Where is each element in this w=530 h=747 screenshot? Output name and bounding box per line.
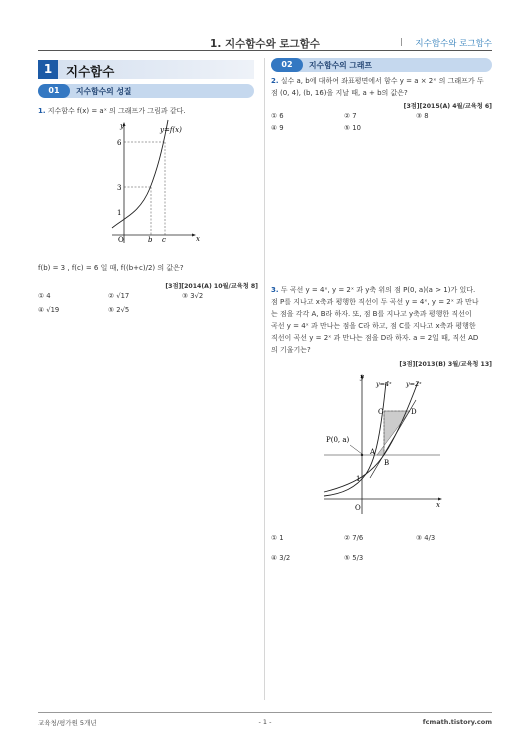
q3-x-label: x bbox=[436, 501, 440, 509]
q2-choice-5: ⑤ 10 bbox=[344, 124, 361, 132]
q3-curve2-label: y=2ˣ bbox=[406, 380, 422, 388]
q3-point-p-dot bbox=[361, 454, 363, 456]
q2-line-1: 실수 a, b에 대하여 좌표평면에서 함수 y = a × 2ˣ 의 그래프가 두 bbox=[280, 77, 484, 85]
subheading-number: 01 bbox=[38, 84, 70, 98]
section-title: 지수함수 bbox=[66, 64, 115, 79]
header-section-tag: 지수함수와 로그함수 bbox=[415, 39, 492, 49]
q1-source: [3점][2014(A) 10월/교육청 8] bbox=[165, 283, 258, 290]
q2-stem-line-1 bbox=[271, 75, 495, 88]
q1-y-label: y bbox=[120, 122, 124, 130]
q3-line-5: 직선이 곡선 y = 2ˣ 과 만나는 점을 D라 하자. a = 2일 때, 직선 AD bbox=[271, 334, 479, 342]
q1-choice-1: ① 4 bbox=[38, 292, 51, 300]
q3-line-1: 두 곡선 y = 4ˣ, y = 2ˣ 과 y축 위의 점 P(0, a)(a > 1)가 있다. bbox=[280, 286, 476, 294]
q3-choice-4: ④ 3/2 bbox=[271, 554, 291, 562]
q1-tick-c: c bbox=[162, 236, 166, 244]
q2-number: 2. bbox=[271, 77, 279, 85]
right-subheading bbox=[271, 58, 492, 72]
q3-choice-1: ① 1 bbox=[271, 534, 284, 542]
q1-choice-5: ⑤ 2√5 bbox=[108, 306, 130, 314]
footer-page-number: - 1 - bbox=[258, 718, 272, 726]
q1-tick-b: b bbox=[148, 236, 153, 244]
q3-curve1-label: y=4ˣ bbox=[376, 380, 392, 388]
q1-stem-line bbox=[38, 105, 258, 118]
column-divider bbox=[264, 58, 265, 700]
page-header-title: 1. 지수함수와 로그함수 bbox=[210, 38, 320, 50]
header-separator bbox=[401, 38, 402, 46]
section-number-badge: 1 bbox=[38, 60, 58, 79]
footer-website: fcmath.tistory.com bbox=[422, 718, 492, 726]
q2-choice-2: ② 7 bbox=[344, 112, 357, 120]
q3-line-6: 의 기울기는? bbox=[271, 346, 311, 354]
q3-origin: O bbox=[355, 504, 361, 512]
q3-choice-3: ③ 4/3 bbox=[416, 534, 436, 542]
q3-choice-5: ⑤ 5/3 bbox=[344, 554, 364, 562]
q1-tick-6: 6 bbox=[117, 139, 122, 147]
q1-choice-4: ④ √19 bbox=[38, 306, 60, 314]
q3-point-d-label: D bbox=[411, 408, 417, 416]
q3-number: 3. bbox=[271, 286, 279, 294]
q3-graph bbox=[320, 370, 450, 518]
q1-stem: 지수함수 f(x) = aˣ 의 그래프가 그림과 같다. bbox=[47, 107, 186, 115]
header-rule bbox=[38, 50, 492, 51]
q2-choice-1: ① 6 bbox=[271, 112, 284, 120]
q3-line-2: 점 P를 지나고 x축과 평행한 직선이 두 곡선 y = 4ˣ, y = 2ˣ 과 만나 bbox=[271, 298, 479, 306]
q3-source: [3점][2013(B) 3월/교육청 13] bbox=[399, 361, 492, 368]
q2-choice-4: ④ 9 bbox=[271, 124, 284, 132]
q1-condition: f(b) = 3 , f(c) = 6 일 때, f((b+c)/2) 의 값은? bbox=[38, 264, 184, 272]
q3-line-3: 는 점을 각각 A, B라 하자. 또, 점 B를 지나고 y축과 평행한 직선이 bbox=[271, 310, 472, 318]
q3-point-b-label: B bbox=[384, 459, 390, 467]
q3-y-label: y bbox=[360, 373, 364, 381]
q1-x-label: x bbox=[196, 235, 200, 243]
q1-curve-label: y=f(x) bbox=[160, 126, 182, 134]
q1-number: 1. bbox=[38, 107, 46, 115]
q2-source: [3점][2015(A) 4월/교육청 6] bbox=[403, 103, 492, 110]
footer-rule bbox=[38, 712, 492, 713]
q2-choice-3: ③ 8 bbox=[416, 112, 429, 120]
q3-stem-line-1 bbox=[271, 284, 495, 297]
subheading-title: 지수함수의 그래프 bbox=[309, 61, 372, 70]
q3-p-pointer bbox=[350, 445, 362, 454]
q1-origin: O bbox=[118, 236, 124, 244]
q1-tick-3: 3 bbox=[117, 184, 122, 192]
left-subheading bbox=[38, 84, 254, 98]
subheading-number: 02 bbox=[271, 58, 303, 72]
q1-choice-2: ② √17 bbox=[108, 292, 130, 300]
q1-graph bbox=[110, 118, 200, 246]
q3-point-c-label: C bbox=[378, 408, 384, 416]
q3-point-p-label: P(0, a) bbox=[326, 436, 350, 444]
q3-point-a-label: A bbox=[370, 448, 376, 456]
subheading-title: 지수함수의 성질 bbox=[76, 87, 132, 96]
q2-line-2: 점 (0, 4), (b, 16)을 지날 때, a + b의 값은? bbox=[271, 89, 408, 97]
footer-left: 교육청/평가원 5개년 bbox=[38, 719, 97, 727]
q3-line-4: 곡선 y = 4ˣ 과 만나는 점을 C라 하고, 점 C를 지나고 x축과 평행한 bbox=[271, 322, 476, 330]
q1-tick-1: 1 bbox=[117, 209, 122, 217]
q3-tick-one: 1 bbox=[356, 475, 361, 483]
q3-choice-2: ② 7/6 bbox=[344, 534, 364, 542]
q1-choice-3: ③ 3√2 bbox=[182, 292, 204, 300]
